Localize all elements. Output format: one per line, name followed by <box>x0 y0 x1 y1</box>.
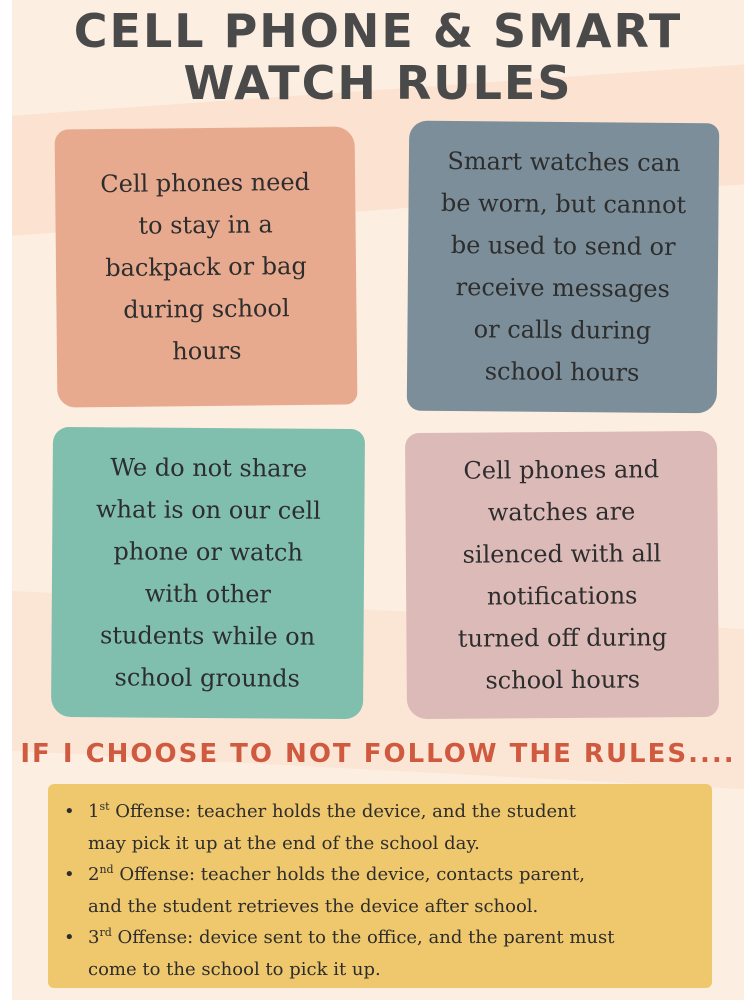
offense-list <box>64 796 692 985</box>
offense-number: 3 <box>88 927 100 948</box>
rule-card-silenced <box>405 431 719 719</box>
rule-text-line: be worn, but cannot <box>440 188 687 220</box>
title-line-2: WATCH RULES <box>183 56 573 110</box>
rule-text-line: students while on <box>99 621 316 651</box>
rule-text-line: phone or watch <box>113 537 303 567</box>
bullet-icon: • <box>64 927 75 948</box>
offense-text: may pick it up at the end of the school day. <box>88 832 480 854</box>
rule-card-no-sharing <box>51 427 365 719</box>
rule-text-line: to stay in a <box>138 210 273 240</box>
rule-text-line: We do not share <box>110 453 308 483</box>
rule-text-line: Cell phones need <box>100 167 311 199</box>
rule-text-line: school hours <box>484 357 640 387</box>
rule-card-smart-watches <box>407 121 720 414</box>
rule-text-line: what is on our cell <box>95 495 321 525</box>
bullet-icon: • <box>64 864 75 885</box>
rule-text-line: Smart watches can <box>447 146 681 178</box>
rule-text-line: receive messages <box>455 273 671 303</box>
rule-text-line: backpack or bag <box>105 251 307 283</box>
offense-text: and the student retrieves the device after school. <box>88 895 539 917</box>
rule-text-line: turned off during <box>457 623 668 653</box>
offense-item-third <box>64 922 692 985</box>
rule-text-line: school hours <box>485 665 641 695</box>
offense-item-second <box>64 859 692 922</box>
offense-ordinal: rd <box>99 926 112 939</box>
offense-number: 2 <box>88 864 100 885</box>
rule-text-line: notifications <box>486 581 638 611</box>
offense-list-box <box>48 784 712 988</box>
rule-text-line: be used to send or <box>450 231 676 261</box>
rule-text-line: school grounds <box>114 663 301 693</box>
title-line-1: CELL PHONE & SMART <box>73 4 683 58</box>
bullet-icon: • <box>64 801 75 822</box>
offense-number: 1 <box>88 801 100 822</box>
offense-ordinal: nd <box>99 863 114 876</box>
rule-text-line: or calls during <box>473 315 652 345</box>
rule-text-line: silenced with all <box>462 539 662 569</box>
offense-item-first <box>64 796 692 859</box>
offense-text: come to the school to pick it up. <box>88 958 381 980</box>
rules-poster <box>12 0 744 1000</box>
offense-text: Offense: teacher holds the device, and the student <box>109 801 576 822</box>
offense-text: Offense: device sent to the office, and the parent must <box>111 927 615 948</box>
offense-text: Offense: teacher holds the device, contacts parent, <box>113 864 586 885</box>
rule-card-backpack <box>55 126 358 407</box>
rule-text-line: Cell phones and <box>463 455 660 485</box>
consequences-heading: IF I CHOOSE TO NOT FOLLOW THE RULES.... <box>20 739 736 769</box>
rule-text-line: with other <box>144 579 272 609</box>
rule-text-line: during school <box>123 294 290 324</box>
offense-ordinal: st <box>99 800 110 813</box>
rule-text-line: hours <box>172 336 242 366</box>
rule-text-line: watches are <box>487 497 636 527</box>
